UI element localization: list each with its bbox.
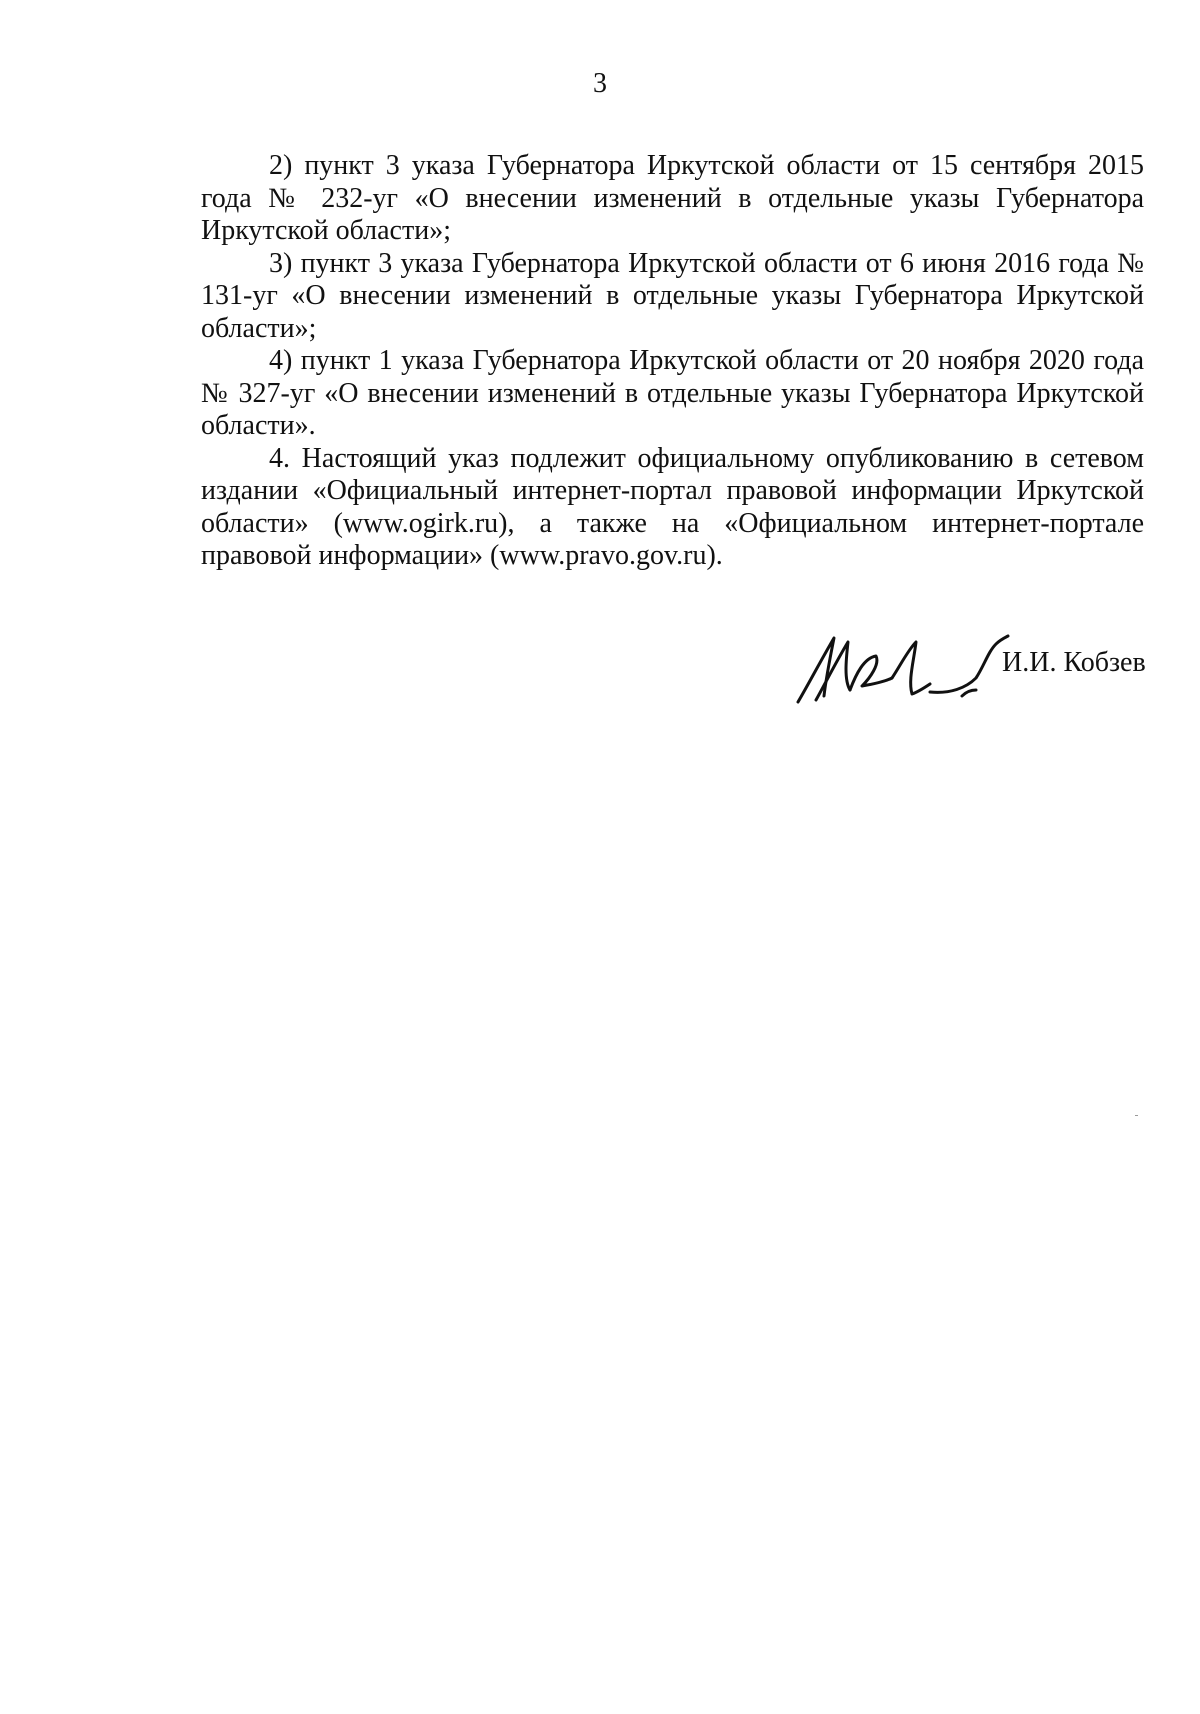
handwritten-signature [790,630,1010,710]
paragraph-item-2: 2) пункт 3 указа Губернатора Иркутской области от 15 сентября 2015 года № 232-уг «О внесении изменений в отдельные указы Губернатора Иркутской области»; [201,150,1144,246]
paragraph-publication: 4. Настоящий указ подлежит официальному опубликованию в сетевом издании «Официальный интернет-портал правовой информации Иркутской области» (www.ogirk.ru), а также на «Официальном интернет-портале правовой информации» (www.pravo.gov.ru). [201,442,1144,571]
page-number: 3 [593,68,607,99]
signatory-name: И.И. Кобзев [1002,647,1146,678]
paragraph-item-3: 3) пункт 3 указа Губернатора Иркутской области от 6 июня 2016 года № 131-уг «О внесении изменений в отдельные указы Губернатора Иркутской области»; [201,247,1144,344]
signature-block [790,630,1150,710]
paragraph-item-4: 4) пункт 1 указа Губернатора Иркутской области от 20 ноября 2020 года № 327-уг «О внесении изменений в отдельные указы Губернатора Иркутской области». [201,345,1144,441]
scan-speck [1135,1115,1138,1116]
document-body [201,150,1144,573]
